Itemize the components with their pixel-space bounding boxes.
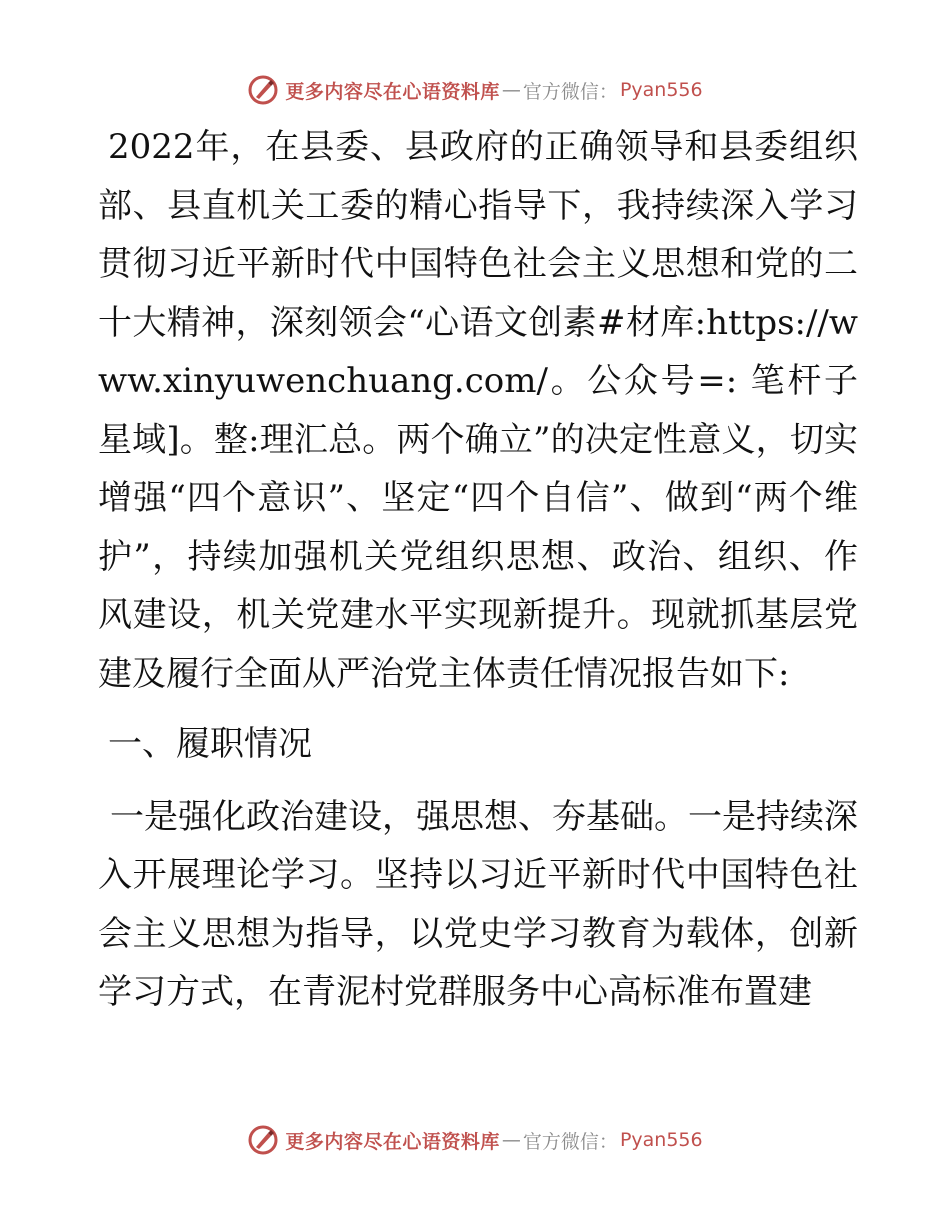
watermark-wechat-id: Pyan556 — [619, 79, 703, 101]
section-heading: 一、履职情况 — [108, 724, 312, 764]
intro-paragraph: 2022年，在县委、县政府的正确领导和县委组织部、县直机关工委的精心指导下，我持续深入学习贯彻习近平新时代中国特色社会主义思想和党的二十大精神，深刻领会“心语文创素#材库:https://www.xinyuwenchuang.com/。公众号=: 笔杆子星域]。整:理汇总。两个确立”的决定性意义，切实增强“四个意识”、坚定“四个自信”、做到“两个维护”，持续加强机关党组织思想、政治、组织、作风建设，机关党建水平实现新提升。现就抓基层党建及履行全面从严治党主体责任情况报告如下: — [98, 127, 858, 694]
watermark-main-text: 更多内容尽在心语资料库 — [285, 80, 500, 103]
document-body — [98, 118, 858, 1022]
body-paragraph: 一是强化政治建设，强思想、夯基础。一是持续深入开展理论学习。坚持以习近平新时代中国特色社会主义思想为指导，以党史学习教育为载体，创新学习方式，在青泥村党群服务中心高标准布置建 — [98, 796, 858, 1012]
watermark-sub-text: 官方微信： — [522, 1130, 618, 1153]
header-watermark — [0, 70, 950, 110]
pen-circle-logo-icon — [247, 74, 279, 106]
footer-watermark — [0, 1120, 950, 1160]
pen-circle-logo-icon — [247, 1124, 279, 1156]
watermark-sub-text: 官方微信： — [522, 80, 618, 103]
watermark-dash: — — [501, 1129, 521, 1151]
watermark-dash: — — [501, 79, 521, 101]
watermark-wechat-id: Pyan556 — [619, 1129, 703, 1151]
watermark-main-text: 更多内容尽在心语资料库 — [285, 1130, 500, 1153]
